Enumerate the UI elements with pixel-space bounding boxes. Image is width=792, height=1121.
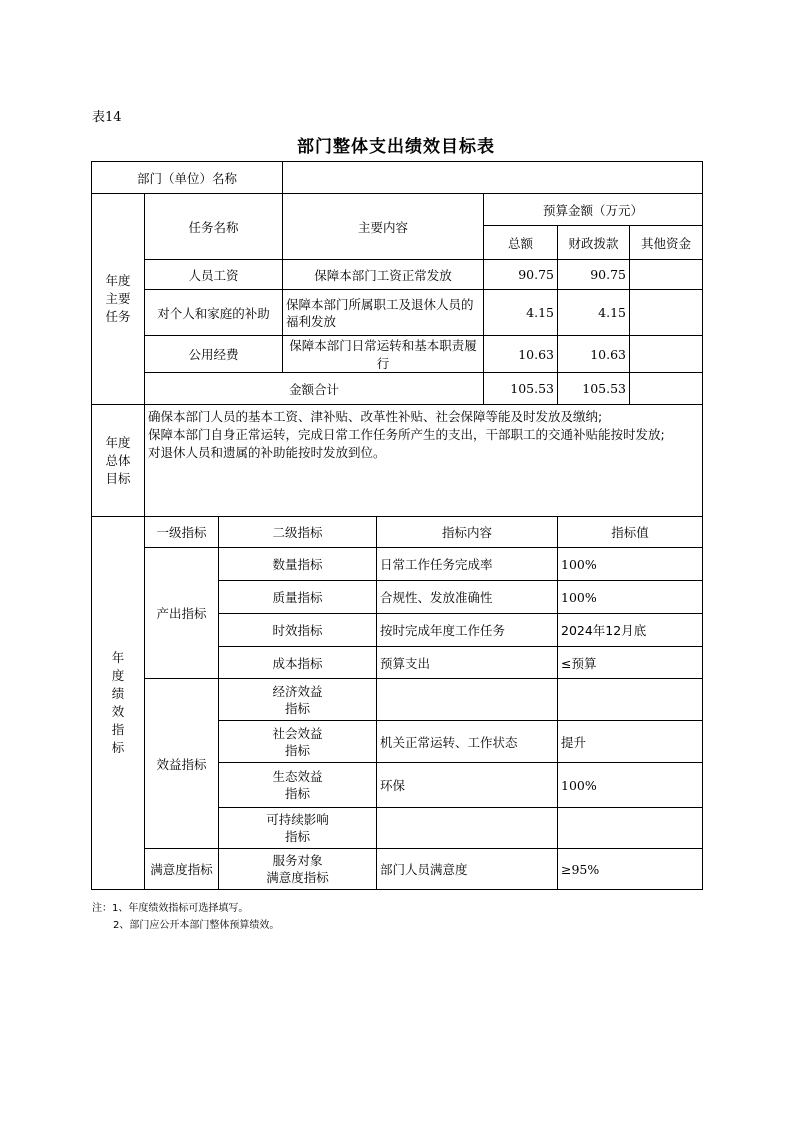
sum-label: 金额合计 xyxy=(145,373,484,405)
level1-header: 一级指标 xyxy=(145,517,219,548)
satisfaction-indicator-label: 满意度指标 xyxy=(145,849,219,890)
footnote: 2、部门应公开本部门整体预算绩效。 xyxy=(113,920,280,931)
indicator-value: 100% xyxy=(558,581,703,614)
table-row xyxy=(92,548,703,581)
document-title: 部门整体支出绩效目标表 xyxy=(297,137,495,157)
task-content: 保障本部门日常运转和基本职责履行 xyxy=(283,336,484,373)
footnote: 注：1、年度绩效指标可选择填写。 xyxy=(92,903,249,914)
indicator-content-header: 指标内容 xyxy=(377,517,558,548)
indicator-value: 提升 xyxy=(558,721,703,763)
level2-indicator: 可持续影响 指标 xyxy=(219,808,377,849)
sum-row xyxy=(92,373,703,405)
indicator-value: 100% xyxy=(558,763,703,808)
main-content-header: 主要内容 xyxy=(283,194,484,260)
other-header: 其他资金 xyxy=(630,226,703,260)
goal-line: 保障本部门自身正常运转，完成日常工作任务所产生的支出，干部职工的交通补贴能按时发放; xyxy=(148,427,665,442)
indicator-content: 环保 xyxy=(377,763,558,808)
indicator-value: ≤预算 xyxy=(558,647,703,679)
task-other xyxy=(630,336,703,373)
task-total: 4.15 xyxy=(484,290,558,336)
task-total: 10.63 xyxy=(484,336,558,373)
budget-header: 预算金额（万元） xyxy=(484,194,703,226)
level2-header: 二级指标 xyxy=(219,517,377,548)
level2-indicator: 生态效益 指标 xyxy=(219,763,377,808)
table-row xyxy=(92,260,703,290)
task-other xyxy=(630,260,703,290)
table-number: 表14 xyxy=(92,110,122,125)
task-content: 保障本部门所属职工及退休人员的福利发放 xyxy=(283,290,484,336)
task-fiscal: 4.15 xyxy=(558,290,630,336)
benefit-indicator-label: 效益指标 xyxy=(145,679,219,849)
level2-indicator: 质量指标 xyxy=(219,581,377,614)
task-fiscal: 90.75 xyxy=(558,260,630,290)
task-name: 对个人和家庭的补助 xyxy=(145,290,283,336)
indicator-value xyxy=(558,808,703,849)
performance-table xyxy=(91,161,703,890)
table-row xyxy=(92,849,703,890)
indicator-content xyxy=(377,808,558,849)
annual-goals-label: 年度 总体 目标 xyxy=(92,405,145,517)
indicator-content: 按时完成年度工作任务 xyxy=(377,614,558,647)
task-name-header: 任务名称 xyxy=(145,194,283,260)
task-name: 公用经费 xyxy=(145,336,283,373)
unit-name-value xyxy=(283,162,703,194)
indicator-value: ≥95% xyxy=(558,849,703,890)
indicator-content: 机关正常运转、工作状态 xyxy=(377,721,558,763)
table-row xyxy=(92,290,703,336)
annual-tasks-label: 年度 主要 任务 xyxy=(92,194,145,405)
task-content: 保障本部门工资正常发放 xyxy=(283,260,484,290)
goal-line: 对退休人员和遗属的补助能按时发放到位。 xyxy=(148,445,386,460)
footnotes xyxy=(92,900,279,934)
level2-indicator: 社会效益 指标 xyxy=(219,721,377,763)
level2-indicator: 成本指标 xyxy=(219,647,377,679)
total-header: 总额 xyxy=(484,226,558,260)
sum-fiscal: 105.53 xyxy=(558,373,630,405)
output-indicator-label: 产出指标 xyxy=(145,548,219,679)
sum-other xyxy=(630,373,703,405)
task-name: 人员工资 xyxy=(145,260,283,290)
indicator-value: 100% xyxy=(558,548,703,581)
task-fiscal: 10.63 xyxy=(558,336,630,373)
unit-name-label: 部门（单位）名称 xyxy=(92,162,283,194)
indicator-value xyxy=(558,679,703,721)
indicator-content: 部门人员满意度 xyxy=(377,849,558,890)
indicator-content xyxy=(377,679,558,721)
level2-indicator: 经济效益 指标 xyxy=(219,679,377,721)
task-other xyxy=(630,290,703,336)
performance-indicators-label: 年 度 绩 效 指 标 xyxy=(92,517,145,890)
level2-indicator: 时效指标 xyxy=(219,614,377,647)
indicator-value-header: 指标值 xyxy=(558,517,703,548)
table-row xyxy=(92,336,703,373)
sum-total: 105.53 xyxy=(484,373,558,405)
indicator-content: 预算支出 xyxy=(377,647,558,679)
table-row xyxy=(92,679,703,721)
goal-line: 确保本部门人员的基本工资、津补贴、改革性补贴、社会保障等能及时发放及缴纳; xyxy=(148,409,603,424)
fiscal-header: 财政拨款 xyxy=(558,226,630,260)
annual-goals-text xyxy=(145,405,703,517)
indicator-value: 2024年12月底 xyxy=(558,614,703,647)
task-total: 90.75 xyxy=(484,260,558,290)
indicator-content: 日常工作任务完成率 xyxy=(377,548,558,581)
indicator-content: 合规性、发放准确性 xyxy=(377,581,558,614)
level2-indicator: 服务对象 满意度指标 xyxy=(219,849,377,890)
level2-indicator: 数量指标 xyxy=(219,548,377,581)
